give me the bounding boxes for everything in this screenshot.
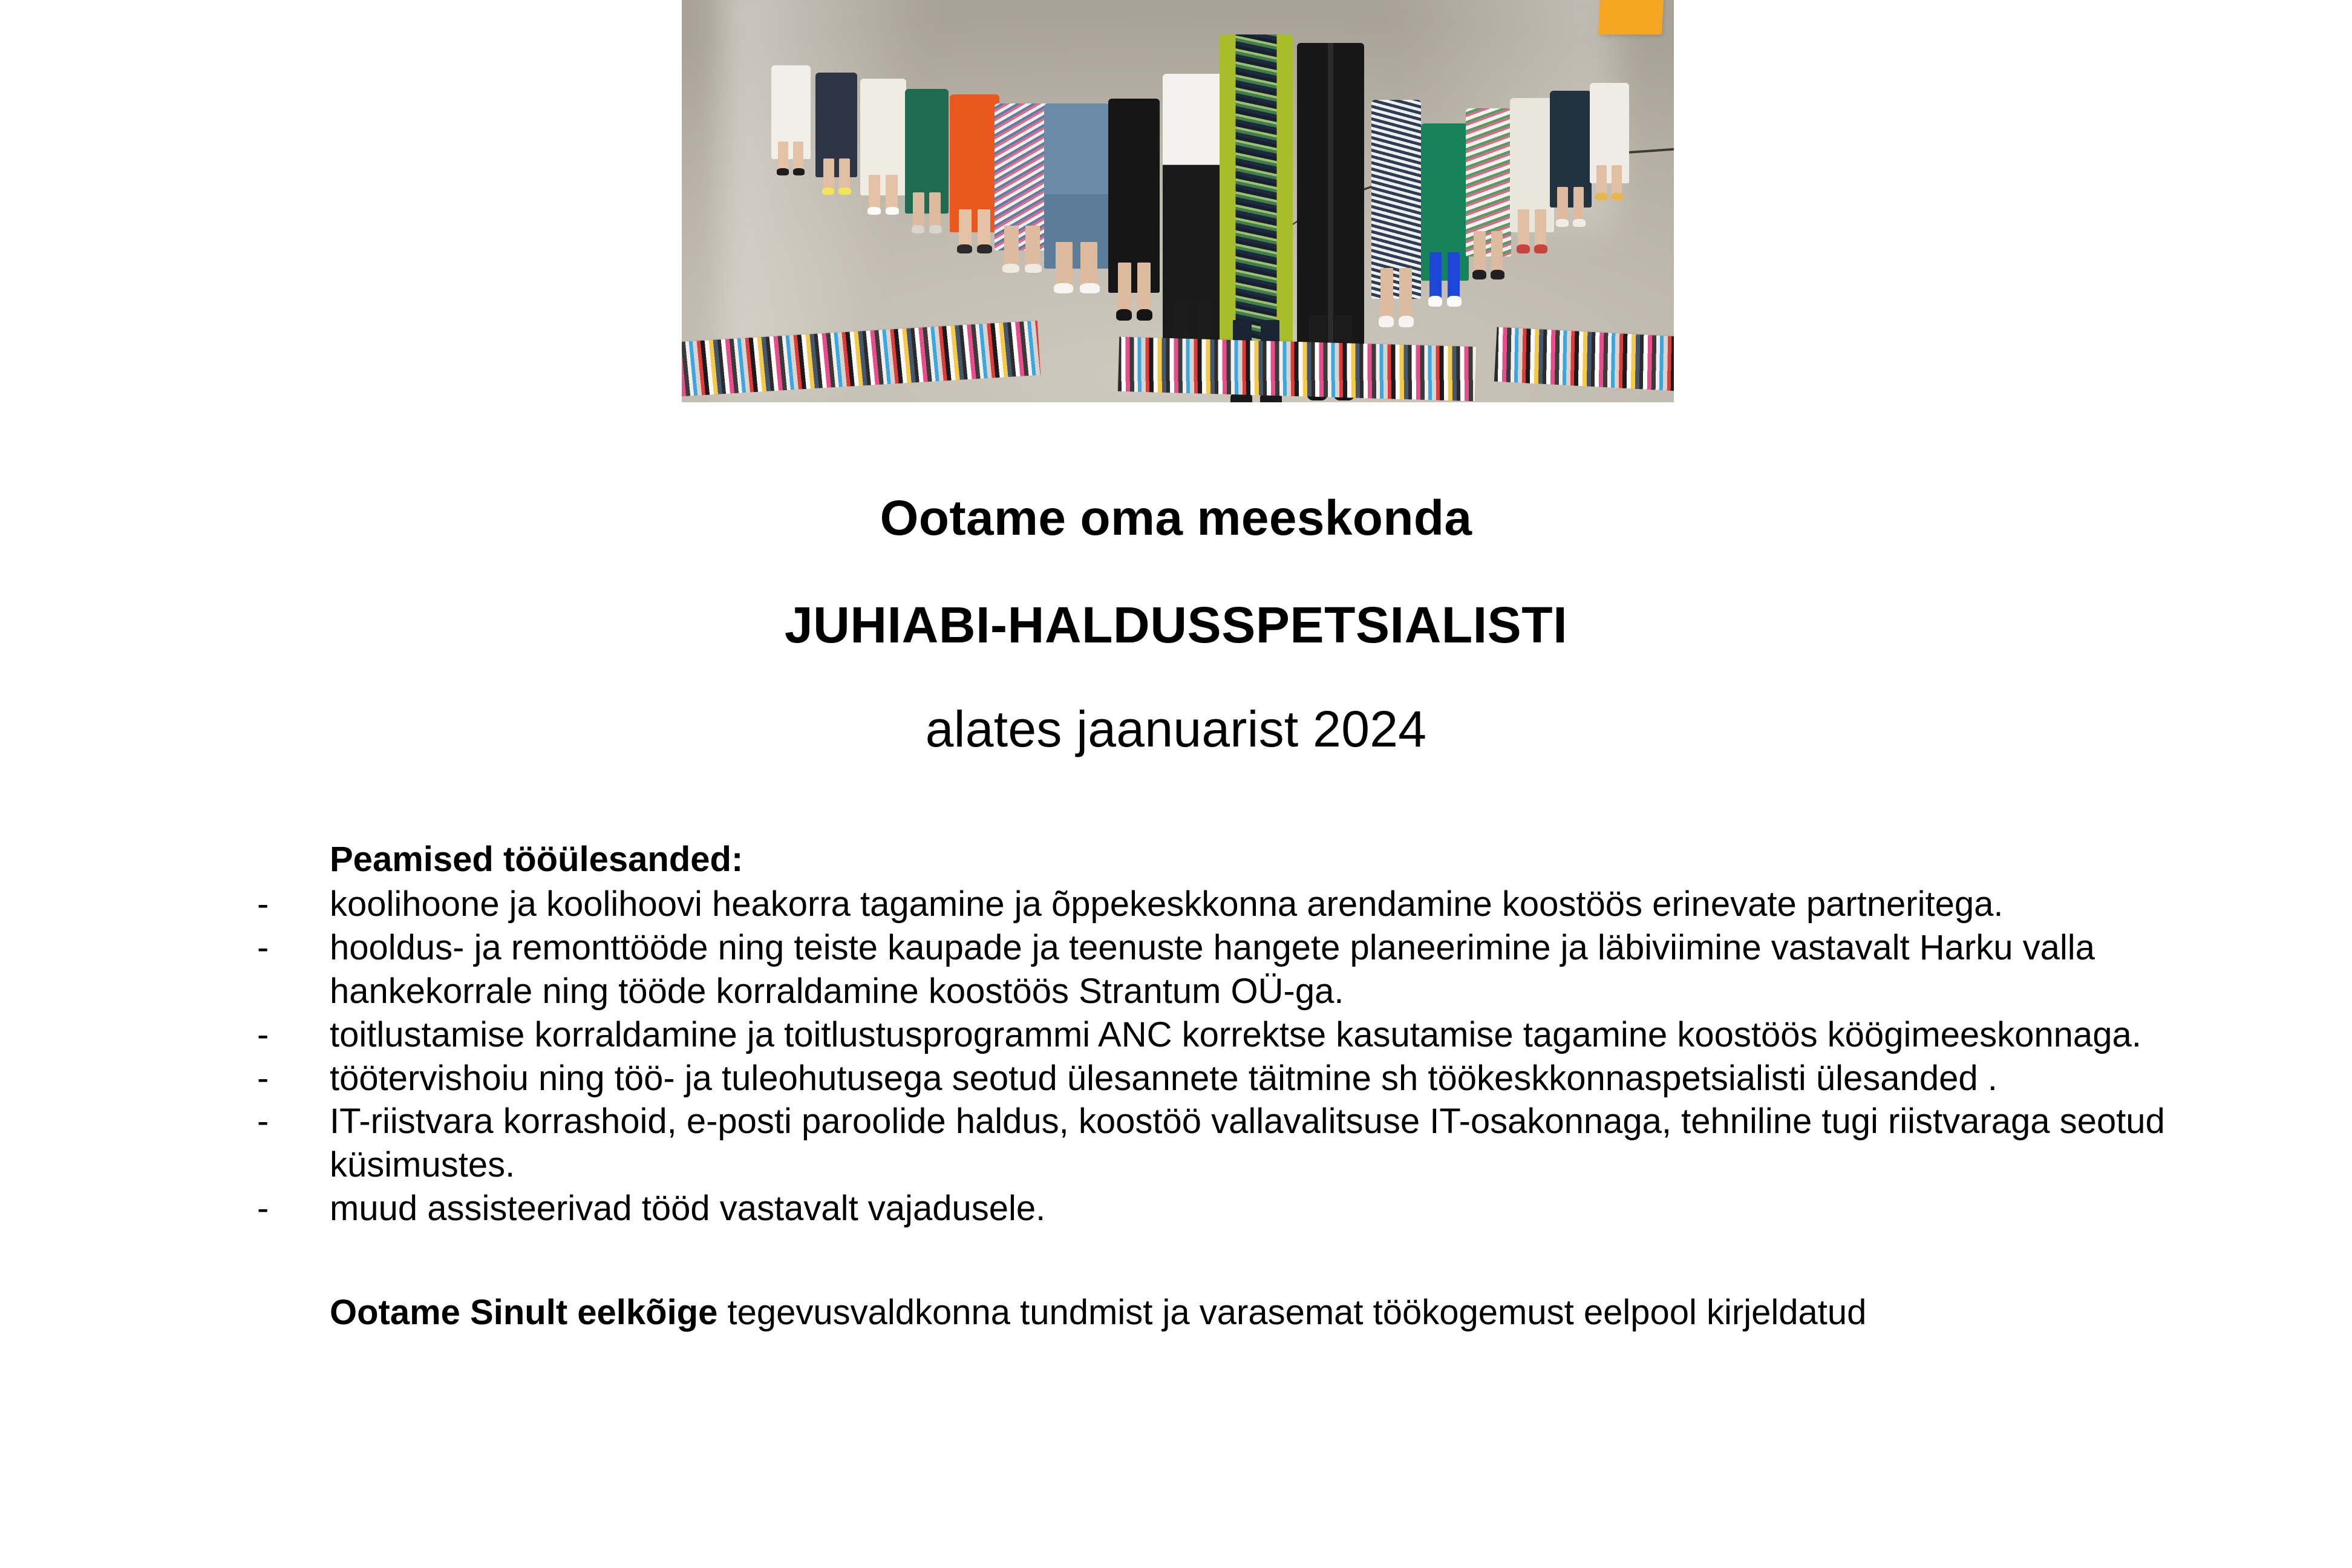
- task-item-text: töötervishoiu ning töö- ja tuleohutusega seotud ülesannete täitmine sh töökeskkonnaspetsialisti ülesanded .: [330, 1058, 1998, 1098]
- group-photo: [682, 0, 1674, 402]
- task-item-text: toitlustamise korraldamine ja toitlustusprogrammi ANC korrektse kasutamise tagamine koostöös köögimeeskonnaga.: [330, 1014, 2141, 1054]
- task-item-text: IT-riistvara korrashoid, e-posti paroolide haldus, koostöö vallavalitsuse IT-osakonnaga, tehniline tugi riistvaraga seotud küsimustes.: [330, 1102, 2165, 1185]
- body-content: [0, 838, 2352, 1334]
- task-item: [257, 1187, 2219, 1230]
- closing-lead-text: Ootame Sinult eelkõige: [330, 1293, 718, 1333]
- tasks-heading: Peamised tööülesanded:: [330, 840, 743, 879]
- task-item: [257, 926, 2219, 1013]
- task-item-text: hooldus- ja remonttööde ning teiste kaupade ja teenuste hangete planeerimine ja läbiviimine vastavalt Harku valla hankekorrale ning tööde korraldamine koostöös Strantum OÜ-ga.: [330, 927, 2095, 1011]
- headline-welcome: Ootame oma meeskonda: [880, 491, 1472, 546]
- bullet-dash-icon: -: [257, 1102, 269, 1142]
- task-item: [257, 1057, 2219, 1100]
- bullet-dash-icon: -: [257, 927, 269, 967]
- bullet-dash-icon: -: [257, 1014, 269, 1054]
- task-item: [257, 1013, 2219, 1057]
- task-item-text: muud assisteerivad tööd vastavalt vajadusele.: [330, 1189, 1046, 1229]
- tasks-list: [0, 883, 2352, 1230]
- closing-paragraph: [330, 1291, 2219, 1334]
- headline-start-date: alates jaanuarist 2024: [925, 701, 1427, 757]
- striped-rug-centre: [1117, 336, 1476, 401]
- task-item: [257, 1100, 2219, 1187]
- task-item-text: koolihoone ja koolihoovi heakorra tagamine ja õppekeskkonna arendamine koostöös erinevate partneritega.: [330, 884, 2004, 924]
- bullet-dash-icon: -: [257, 1058, 269, 1098]
- closing-rest-text: tegevusvaldkonna tundmist ja varasemat töökogemust eelpool kirjeldatud: [717, 1293, 1867, 1333]
- bullet-dash-icon: -: [257, 884, 269, 924]
- bullet-dash-icon: -: [257, 1189, 269, 1229]
- task-item: [257, 883, 2219, 926]
- headline-job-title: JUHIABI-HALDUSSPETSIALISTI: [784, 596, 1568, 653]
